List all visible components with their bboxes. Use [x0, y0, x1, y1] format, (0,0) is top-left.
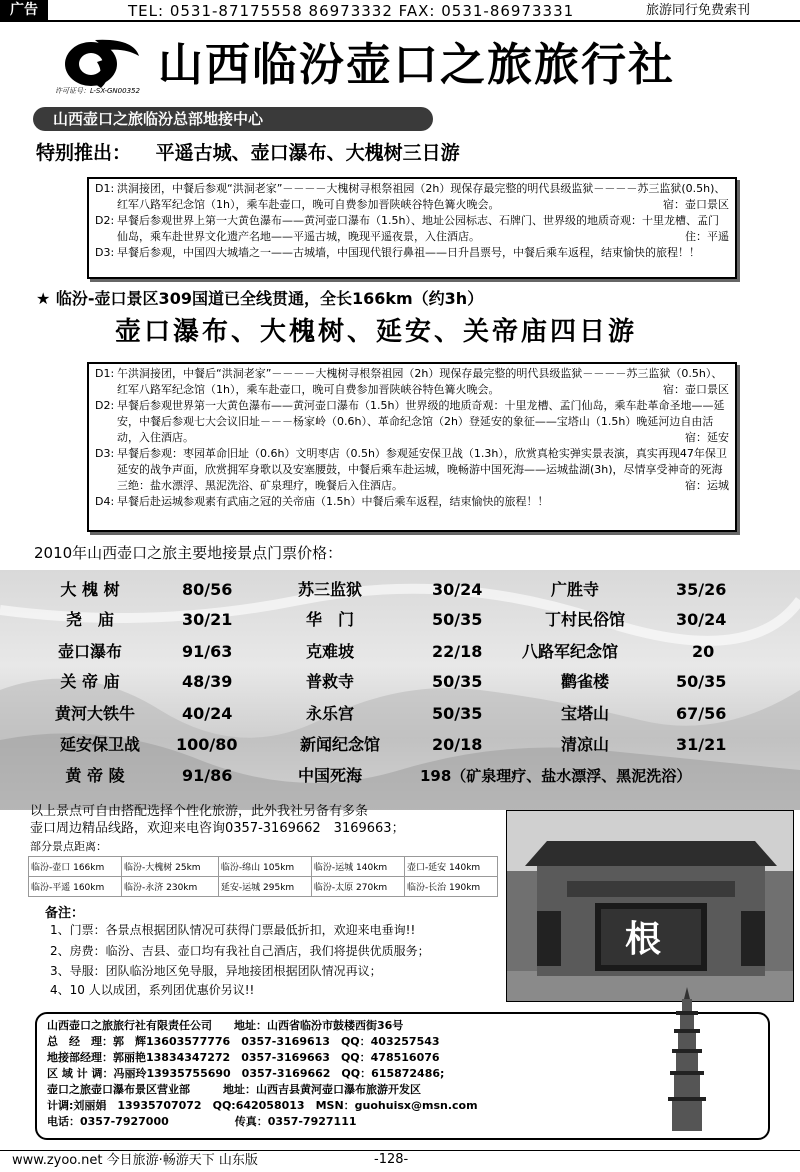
attraction-price: 20	[692, 642, 715, 661]
distance-cell: 临汾-太原 270km	[311, 877, 404, 897]
attraction-name: 新闻纪念馆	[299, 735, 380, 754]
day-label: D3:	[95, 447, 115, 460]
attraction-name: 大 槐 树	[60, 580, 120, 599]
attraction-name: 尧 庙	[65, 610, 114, 629]
attraction-price: 91/63	[182, 642, 233, 661]
company-line: 地接部经理：郭丽艳13834347272 0357-3169663 QQ：478516076	[47, 1051, 440, 1064]
attraction-price: 50/35	[432, 610, 483, 629]
license-number: 许可证号：L-SX-GN00352	[55, 87, 140, 95]
day-text: 早餐后参观世界第一大黄色瀑布——黄河壶口瀑布（1.5h）世界级的地质奇观：十里龙槽、孟门仙岛，乘车赴革命圣地——延安，中餐后参观七大会议旧址－－－杨家岭（0.6h）、革命纪念馆（2h）登延安的象征——宝塔山（1.5h）晚延河边自由活动，入住酒店。	[117, 399, 725, 444]
attraction-name: 关 帝 庙	[60, 672, 120, 691]
distance-cell: 临汾-长治 190km	[404, 877, 497, 897]
attraction-name: 八路军纪念馆	[521, 642, 618, 661]
itinerary-day	[95, 446, 729, 494]
attraction-price: 30/21	[182, 610, 233, 629]
attraction-price: 35/26	[676, 580, 727, 599]
agency-title: 山西临汾壶口之旅旅行社	[158, 38, 676, 91]
custom-tour-line: 以上景点可自由搭配选择个性化旅游，此外我社另备有多条	[30, 804, 369, 819]
itinerary-day	[95, 213, 729, 245]
company-line: 总 经 理：郭 辉13603577776 0357-3169613 QQ：403257543	[47, 1035, 440, 1048]
distance-cell: 临汾-壶口 166km	[29, 857, 122, 877]
attraction-name: 广胜寺	[550, 580, 599, 599]
day-text: 早餐后参观：枣园革命旧址（0.6h）文明枣店（0.5h）参观延安保卫战（1.3h），欣赏真枪实弹实景表演，真实再现47年保卫延安的战争声面，欣赏拥军身歌以及安塞腰鼓，中餐后乘车赴运城，晚畅游中国死海——运城盐湖(3h)，尽情享受神奇的死海三绝：盐水漂浮、黑泥洗浴、矿泉理疗，晚餐后入住酒店。	[117, 447, 727, 492]
attraction-name: 黄河大铁牛	[54, 704, 135, 723]
company-line: 区 域 计 调：冯丽玲13935755690 0357-3169662 QQ：615872486;	[47, 1067, 445, 1080]
custom-tour-line: 壶口周边精品线路，欢迎来电咨询0357-3169662 3169663；	[30, 821, 405, 836]
attraction-name: 壶口瀑布	[57, 642, 122, 661]
attraction-price: 50/35	[676, 672, 727, 691]
attraction-price: 40/24	[182, 704, 233, 723]
company-line: 壶口之旅壶口瀑布景区营业部 地址：山西吉县黄河壶口瀑布旅游开发区	[47, 1083, 421, 1096]
company-line: 计调:刘丽娟 13935707072 QQ:642058013 MSN：guohuisx@msn.com	[47, 1099, 478, 1112]
attraction-price: 80/56	[182, 580, 233, 599]
note-item: 4、10 人以成团，系列团优惠价另议!!	[50, 983, 255, 997]
day-stay: 住：平遥	[685, 230, 729, 243]
header-contact: TEL: 0531-87175558 86973332 FAX: 0531-86973331	[128, 2, 575, 20]
note-item: 3、导服：团队临汾地区免导服，异地接团根据团队情况再议；	[50, 964, 382, 978]
notes-title: 备注：	[45, 906, 85, 921]
footer-site: www.zyoo.net 今日旅游·畅游天下 山东版	[12, 1153, 258, 1168]
table-row	[29, 877, 498, 897]
special-route: 平遥古城、壶口瀑布、大槐树三日游	[155, 142, 460, 164]
day-label: D2:	[95, 214, 115, 227]
day-label: D1:	[95, 367, 115, 380]
itinerary-day	[95, 366, 729, 398]
attraction-name: 延安保卫战	[59, 735, 140, 754]
special-offer	[36, 139, 460, 167]
day-text: 洪洞接团，中餐后参观“洪洞老家”－－－－大槐树寻根祭祖园（2h）现保存最完整的明代县级监狱－－－－苏三监狱(0.5h)、红军八路军纪念馆（1h），乘车赴壶口，晚可自费参加晋陕峡谷特色篝火晚会。	[117, 182, 726, 211]
company-line: 山西壶口之旅旅行社有限责任公司 地址：山西省临汾市鼓楼西街36号	[47, 1019, 404, 1032]
attraction-name: 永乐宫	[305, 704, 354, 723]
day-text: 午洪洞接团，中餐后“洪洞老家”－－－－大槐树寻根祭祖园（2h）现保存最完整的明代县级监狱－－－－苏三监狱（0.5h）、红军八路军纪念馆（1h），乘车赴壶口，晚可自费参加晋陕峡谷特色篝火晚会。	[117, 367, 723, 396]
attraction-price: 22/18	[432, 642, 483, 661]
three-day-itinerary	[87, 177, 737, 279]
day-text: 早餐后参观，中国四大城墙之一——古城墙，中国现代银行鼻祖——日升昌票号，中餐后乘车返程，结束愉快的旅程！！	[117, 246, 700, 259]
distance-cell: 临汾-永济 230km	[122, 877, 219, 897]
distance-cell: 临汾-绵山 105km	[218, 857, 311, 877]
attraction-price: 48/39	[182, 672, 233, 691]
attraction-price: 30/24	[432, 580, 483, 599]
agency-subtitle: 山西壶口之旅临汾总部地接中心	[33, 107, 433, 131]
attraction-price: 20/18	[432, 735, 483, 754]
ad-tag: 广告	[0, 0, 48, 21]
page-number: -128-	[374, 1152, 409, 1167]
attraction-price: 31/21	[676, 735, 727, 754]
gate-sign: 根	[625, 919, 662, 960]
attraction-price: 67/56	[676, 704, 727, 723]
ancestral-gate-photo	[506, 810, 794, 1002]
day-label: D4:	[95, 495, 115, 508]
note-item: 2、房费：临汾、吉县、壶口均有我社自己酒店，我们将提供优质服务；	[50, 944, 430, 958]
route-note: ★ 临汾-壶口景区309国道已全线贯通，全长166km（约3h）	[36, 289, 484, 308]
header-right-note: 旅游同行免费索刊	[646, 3, 751, 18]
table-row	[29, 857, 498, 877]
attraction-price: 198（矿泉理疗、盐水漂浮、黑泥洗浴）	[420, 767, 692, 785]
distance-table	[28, 856, 498, 897]
day-stay: 宿：运城	[685, 479, 729, 492]
gate-photo-icon	[507, 811, 794, 1002]
company-line: 电话：0357-7927000 传真：0357-7927111	[47, 1115, 357, 1128]
attraction-name: 黄 帝 陵	[65, 766, 125, 785]
attraction-price: 100/80	[176, 735, 238, 754]
attraction-price: 30/24	[676, 610, 727, 629]
distance-cell: 壶口-延安 140km	[404, 857, 497, 877]
price-title: 2010年山西壶口之旅主要地接景点门票价格：	[34, 544, 343, 562]
special-lead: 特别推出：	[36, 142, 132, 164]
attraction-name: 丁村民俗馆	[544, 610, 625, 629]
pagoda-icon	[662, 985, 712, 1135]
day-label: D2:	[95, 399, 115, 412]
attraction-name: 清凉山	[560, 735, 609, 754]
itinerary-day	[95, 181, 729, 213]
attraction-name: 苏三监狱	[297, 580, 362, 599]
distance-cell: 临汾-平遥 160km	[29, 877, 122, 897]
attraction-price: 91/86	[182, 766, 233, 785]
company-info-box	[35, 1012, 770, 1140]
itinerary-day	[95, 245, 729, 261]
day-stay: 宿：壶口景区	[663, 383, 729, 396]
day-stay: 宿：延安	[685, 431, 729, 444]
brand-logo-icon	[55, 34, 145, 94]
four-day-itinerary	[87, 362, 737, 532]
day-text: 早餐后参观世界上第一大黄色瀑布——黄河壶口瀑布（1.5h）、地址公园标志、石牌门、世界级的地质奇观：十里龙槽、孟门仙岛，乘车赴世界文化遗产名地——平遥古城，晚现平遥夜景，入住酒店。	[117, 214, 719, 243]
custom-tour-note	[30, 803, 405, 837]
attraction-name: 华 门	[305, 610, 354, 629]
attraction-name: 普救寺	[305, 672, 354, 691]
day-text: 早餐后赴运城参观素有武庙之冠的关帝庙（1.5h）中餐后乘车返程，结束愉快的旅程！！	[117, 495, 549, 508]
day-stay: 宿：壶口景区	[663, 198, 729, 211]
attraction-name: 鹳雀楼	[560, 672, 609, 691]
distance-cell: 临汾-运城 140km	[311, 857, 404, 877]
attraction-name: 宝塔山	[560, 704, 609, 723]
note-item: 1、门票：各景点根据团队情况可获得门票最低折扣，欢迎来电垂询!!	[50, 923, 416, 937]
attraction-price: 50/35	[432, 672, 483, 691]
attraction-name: 克难坡	[305, 642, 354, 661]
distance-title: 部分景点距离：	[30, 840, 107, 853]
distance-cell: 延安-运城 295km	[218, 877, 311, 897]
day-label: D1:	[95, 182, 115, 195]
attraction-name: 中国死海	[297, 766, 362, 785]
itinerary-day	[95, 494, 729, 510]
distance-cell: 临汾-大槐树 25km	[122, 857, 219, 877]
four-day-title: 壶口瀑布、大槐树、延安、关帝庙四日游	[115, 317, 638, 347]
itinerary-day	[95, 398, 729, 446]
attraction-price: 50/35	[432, 704, 483, 723]
day-label: D3:	[95, 246, 115, 259]
